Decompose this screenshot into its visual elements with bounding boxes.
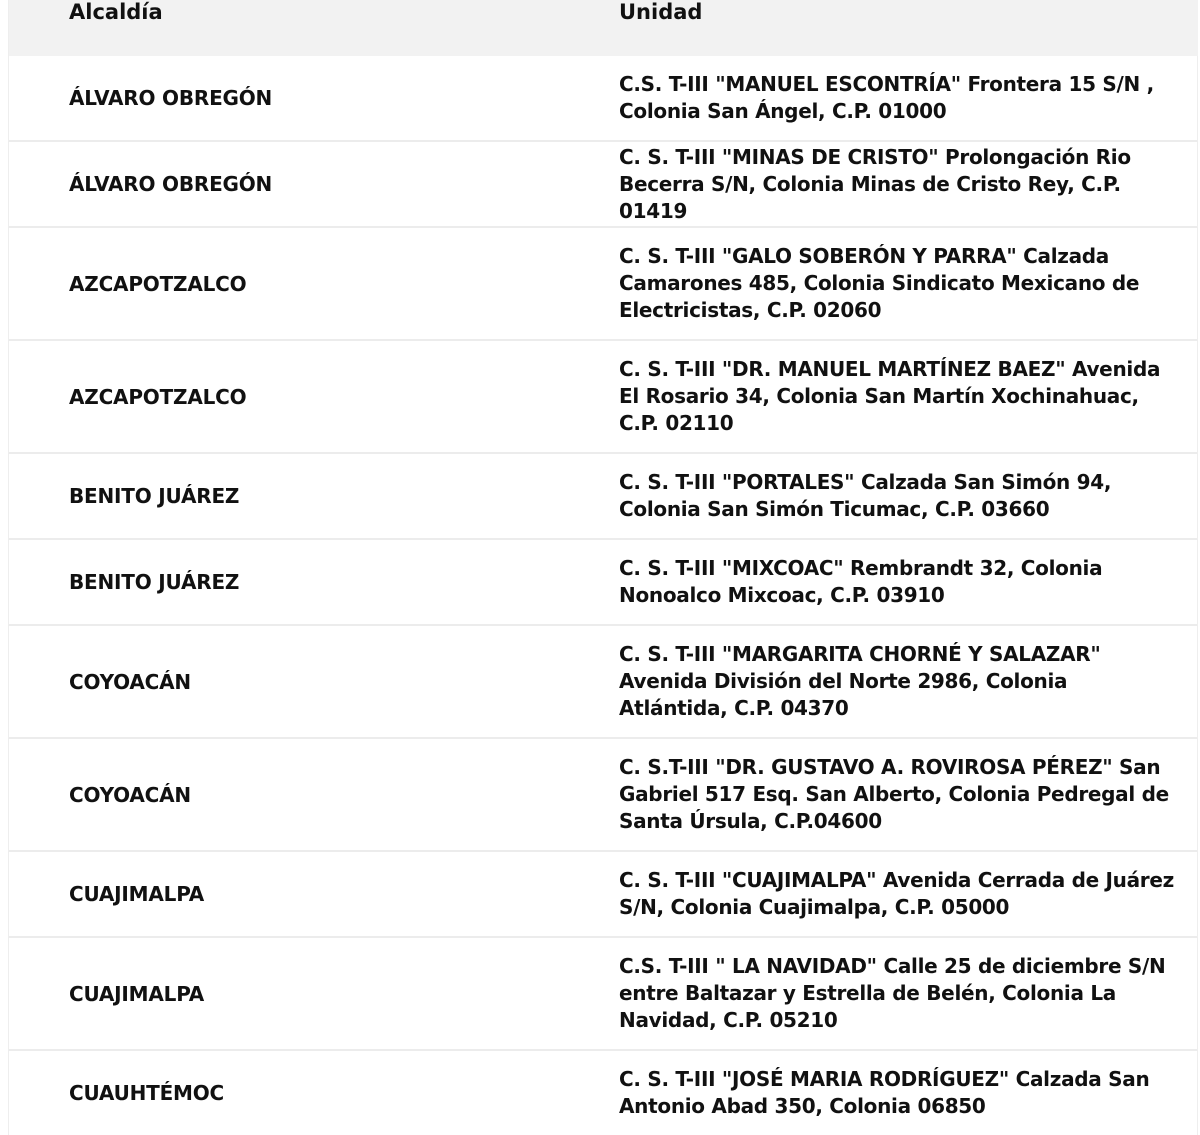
alcaldia-cell: COYOACÁN (69, 669, 191, 694)
unidad-cell: C.S. T-III "MANUEL ESCONTRÍA" Frontera 15 S/N , Colonia San Ángel, C.P. 01000 (619, 72, 1154, 123)
table-row (8, 341, 1198, 454)
unidad-cell: C. S. T-III "PORTALES" Calzada San Simón 94, Colonia San Simón Ticumac, C.P. 03660 (619, 470, 1112, 521)
unidad-cell: C. S. T-III "MIXCOAC" Rembrandt 32, Colonia Nonoalco Mixcoac, C.P. 03910 (619, 556, 1103, 607)
alcaldia-cell: AZCAPOTZALCO (69, 271, 247, 296)
table-row (8, 852, 1198, 938)
alcaldia-cell: ÁLVARO OBREGÓN (69, 172, 273, 196)
table-row (8, 454, 1198, 540)
alcaldia-cell: CUAUHTÉMOC (69, 1081, 225, 1105)
unidad-cell: C. S. T-III "MARGARITA CHORNÉ Y SALAZAR" Avenida División del Norte 2986, Colonia Atlántida, C.P. 04370 (619, 642, 1101, 720)
unidad-cell: C. S. T-III "DR. MANUEL MARTÍNEZ BAEZ" Avenida El Rosario 34, Colonia San Martín Xochinahuac, C.P. 02110 (619, 357, 1161, 435)
alcaldia-cell: BENITO JUÁREZ (69, 570, 240, 594)
health-centers-table (8, 0, 1198, 1135)
table-header-row (8, 0, 1198, 56)
table-row (8, 739, 1198, 852)
header-unidad[interactable]: Unidad (619, 0, 703, 24)
alcaldia-cell: ÁLVARO OBREGÓN (69, 86, 273, 110)
alcaldia-cell: CUAJIMALPA (69, 981, 205, 1006)
table-row (8, 626, 1198, 739)
unidad-cell: C. S.T-III "DR. GUSTAVO A. ROVIROSA PÉREZ" San Gabriel 517 Esq. San Alberto, Colonia Pedregal de Santa Úrsula, C.P.04600 (619, 755, 1169, 833)
table-row (8, 56, 1198, 142)
alcaldia-cell: AZCAPOTZALCO (69, 384, 247, 409)
unidad-cell: C. S. T-III "MINAS DE CRISTO" Prolongación Rio Becerra S/N, Colonia Minas de Cristo Rey, C.P. 01419 (619, 144, 1131, 223)
table-row (8, 1051, 1198, 1135)
unidad-cell: C. S. T-III "GALO SOBERÓN Y PARRA" Calzada Camarones 485, Colonia Sindicato Mexicano de Electricistas, C.P. 02060 (619, 244, 1140, 322)
table-row (8, 142, 1198, 228)
table-row (8, 228, 1198, 341)
table-row (8, 540, 1198, 626)
alcaldia-cell: BENITO JUÁREZ (69, 484, 240, 508)
table-row (8, 938, 1198, 1051)
alcaldia-cell: COYOACÁN (69, 782, 191, 807)
unidad-cell: C. S. T-III "JOSÉ MARIA RODRÍGUEZ" Calzada San Antonio Abad 350, Colonia 06850 (619, 1067, 1150, 1118)
alcaldia-cell: CUAJIMALPA (69, 882, 205, 906)
unidad-cell: C.S. T-III " LA NAVIDAD" Calle 25 de diciembre S/N entre Baltazar y Estrella de Belén, Colonia La Navidad, C.P. 05210 (619, 954, 1166, 1032)
header-alcaldia[interactable]: Alcaldía (69, 0, 163, 24)
unidad-cell: C. S. T-III "CUAJIMALPA" Avenida Cerrada de Juárez S/N, Colonia Cuajimalpa, C.P. 05000 (619, 868, 1174, 919)
